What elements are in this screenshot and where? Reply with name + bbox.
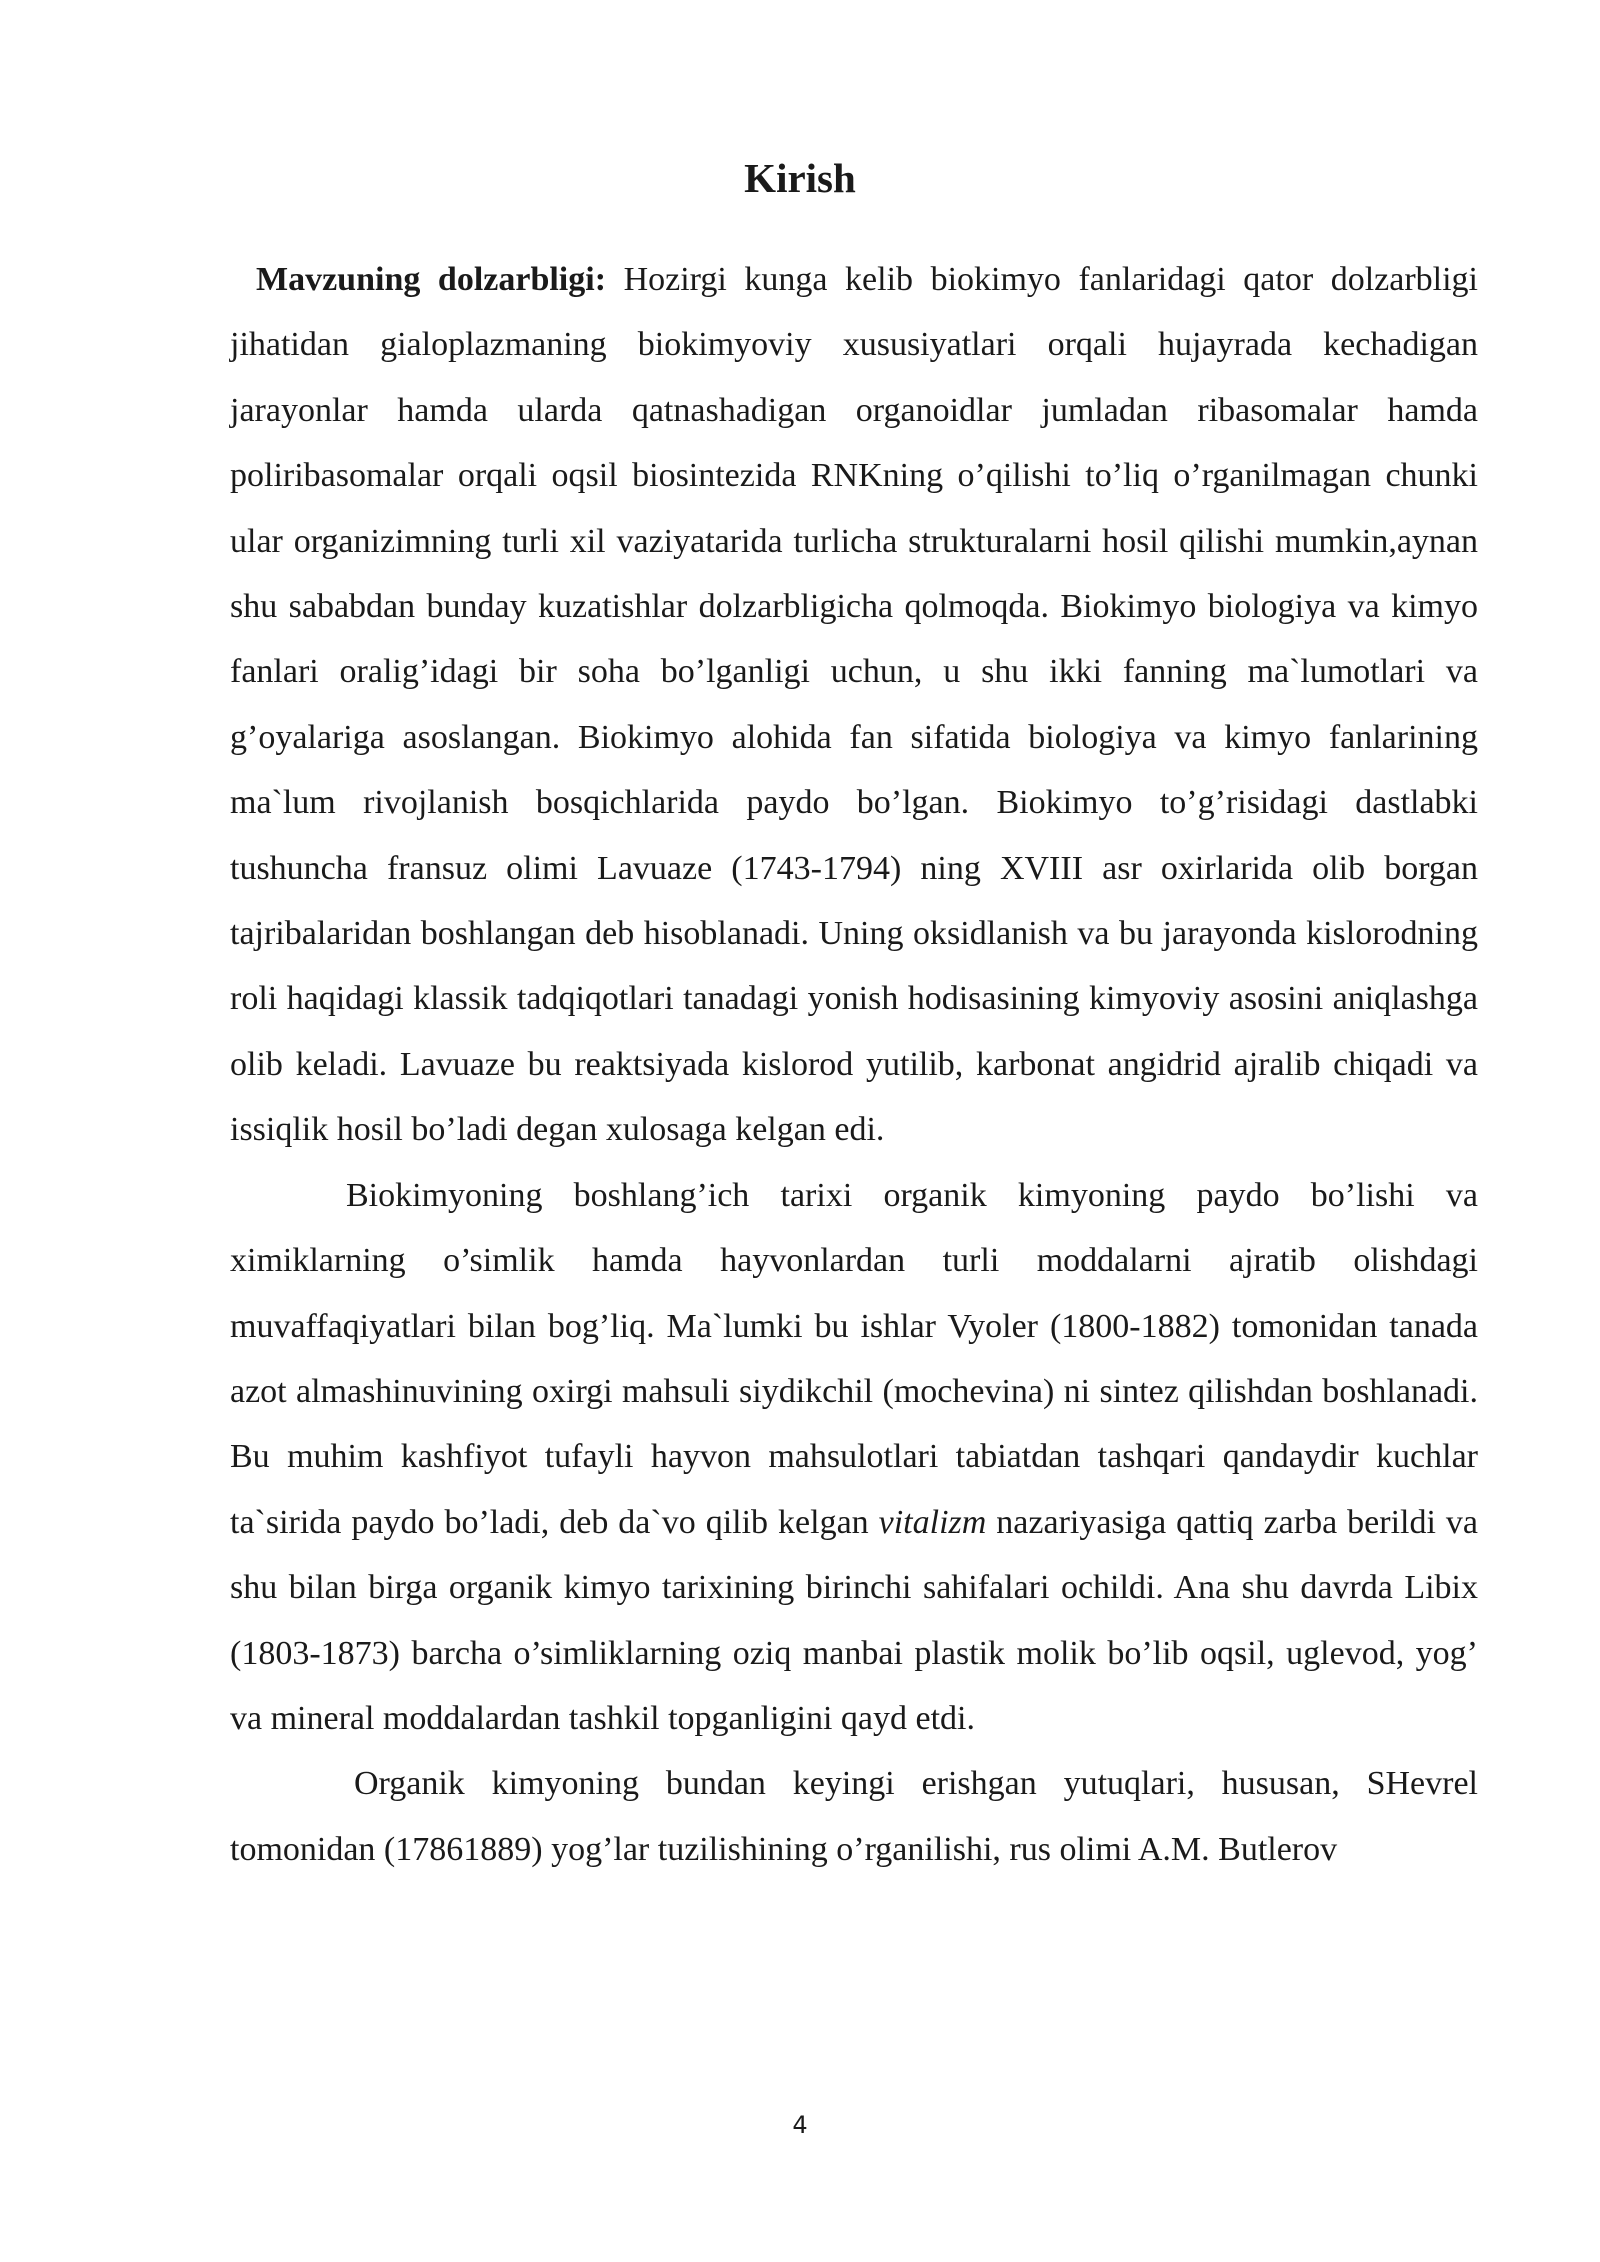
paragraph-relevance — [230, 247, 1478, 1163]
paragraph-organic-chemistry — [230, 1751, 1478, 1882]
paragraph-text: Hozirgi kunga kelib biokimyo fanlaridagi qator dolzarbligi jihatidan gialoplazmaning biokimyoviy xususiyatlari orqali hujayrada kechadigan jarayonlar hamda ularda qatnashadigan organoidlar jumladan ribasomalar hamda poliribasomalar orqali oqsil biosintezida RNKning o’qilishi to’liq o’rganilmagan chunki ular organizimning turli xil vaziyatarida turlicha strukturalarni hosil qilishi mumkin,aynan shu sababdan bunday kuzatishlar dolzarbligicha qolmoqda. Biokimyo biologiya va kimyo fanlari oralig’idagi bir soha bo’lganligi uchun, u shu ikki fanning ma`lumotlari va g’oyalariga asoslangan. Biokimyo alohida fan sifatida biologiya va kimyo fanlarining ma`lum rivojlanish bosqichlarida paydo bo’lgan. Biokimyo to’g’risidagi dastlabki tushuncha fransuz olimi Lavuaze (1743-1794) ning XVIII asr oxirlarida olib borgan tajribalaridan boshlangan deb hisoblanadi. Uning oksidlanish va bu jarayonda kislorodning roli haqidagi klassik tadqiqotlari tanadagi yonish hodisasining kimyoviy asosini aniqlashga olib keladi. Lavuaze bu reaktsiyada kislorod yutilib, karbonat angidrid ajralib chiqadi va issiqlik hosil bo’ladi degan xulosaga kelgan edi. — [230, 261, 1479, 1149]
paragraph-text: Organik kimyoning bundan keyingi erishgan yutuqlari, hususаn, SHevrel tomonidan (17861889) yog’lar tuzilishining o’rganilishi, rus olimi A.M. Butlerov — [230, 1765, 1478, 1868]
paragraph-lead-heading: Mavzuning dolzarbligi: — [256, 261, 607, 298]
body-text — [230, 247, 1478, 1882]
italic-term: vitalizm — [878, 1503, 987, 1541]
paragraph-text: nazariyasiga qattiq zarba berildi va shu bilan birga organik kimyo tarixining birinchi sahifalari ochildi. Ana shu davrda Libix (1803-1873) barcha o’simliklarning oziq manbai plastik molik bo’lib oqsil, uglevod, yog’ va mineral moddalardan tashkil topganligini qayd etdi. — [230, 1503, 1478, 1737]
paragraph-text: Biokimyoning boshlang’ich tarixi organik kimyoning paydo bo’lishi va ximiklarning o’simlik hamda hayvonlardan turli moddalarni ajratib olishdagi muvaffaqiyatlari bilan bog’liq. Ma`lumki bu ishlar Vyoler (1800-1882) tomonidan tanada azot almashinuvining oxirgi mahsuli siydikchil (mochevina) ni sintez qilishdan boshlanadi. Bu muhim kashfiyot tufayli hayvon mahsulotlari tabiatdan tashqari qandaydir kuchlar ta`sirida paydo bo’ladi, deb da`vo qilib kelgan — [230, 1176, 1478, 1541]
page-title: Kirish — [744, 155, 856, 201]
page-number: 4 — [792, 2111, 808, 2139]
paragraph-history — [230, 1163, 1478, 1752]
